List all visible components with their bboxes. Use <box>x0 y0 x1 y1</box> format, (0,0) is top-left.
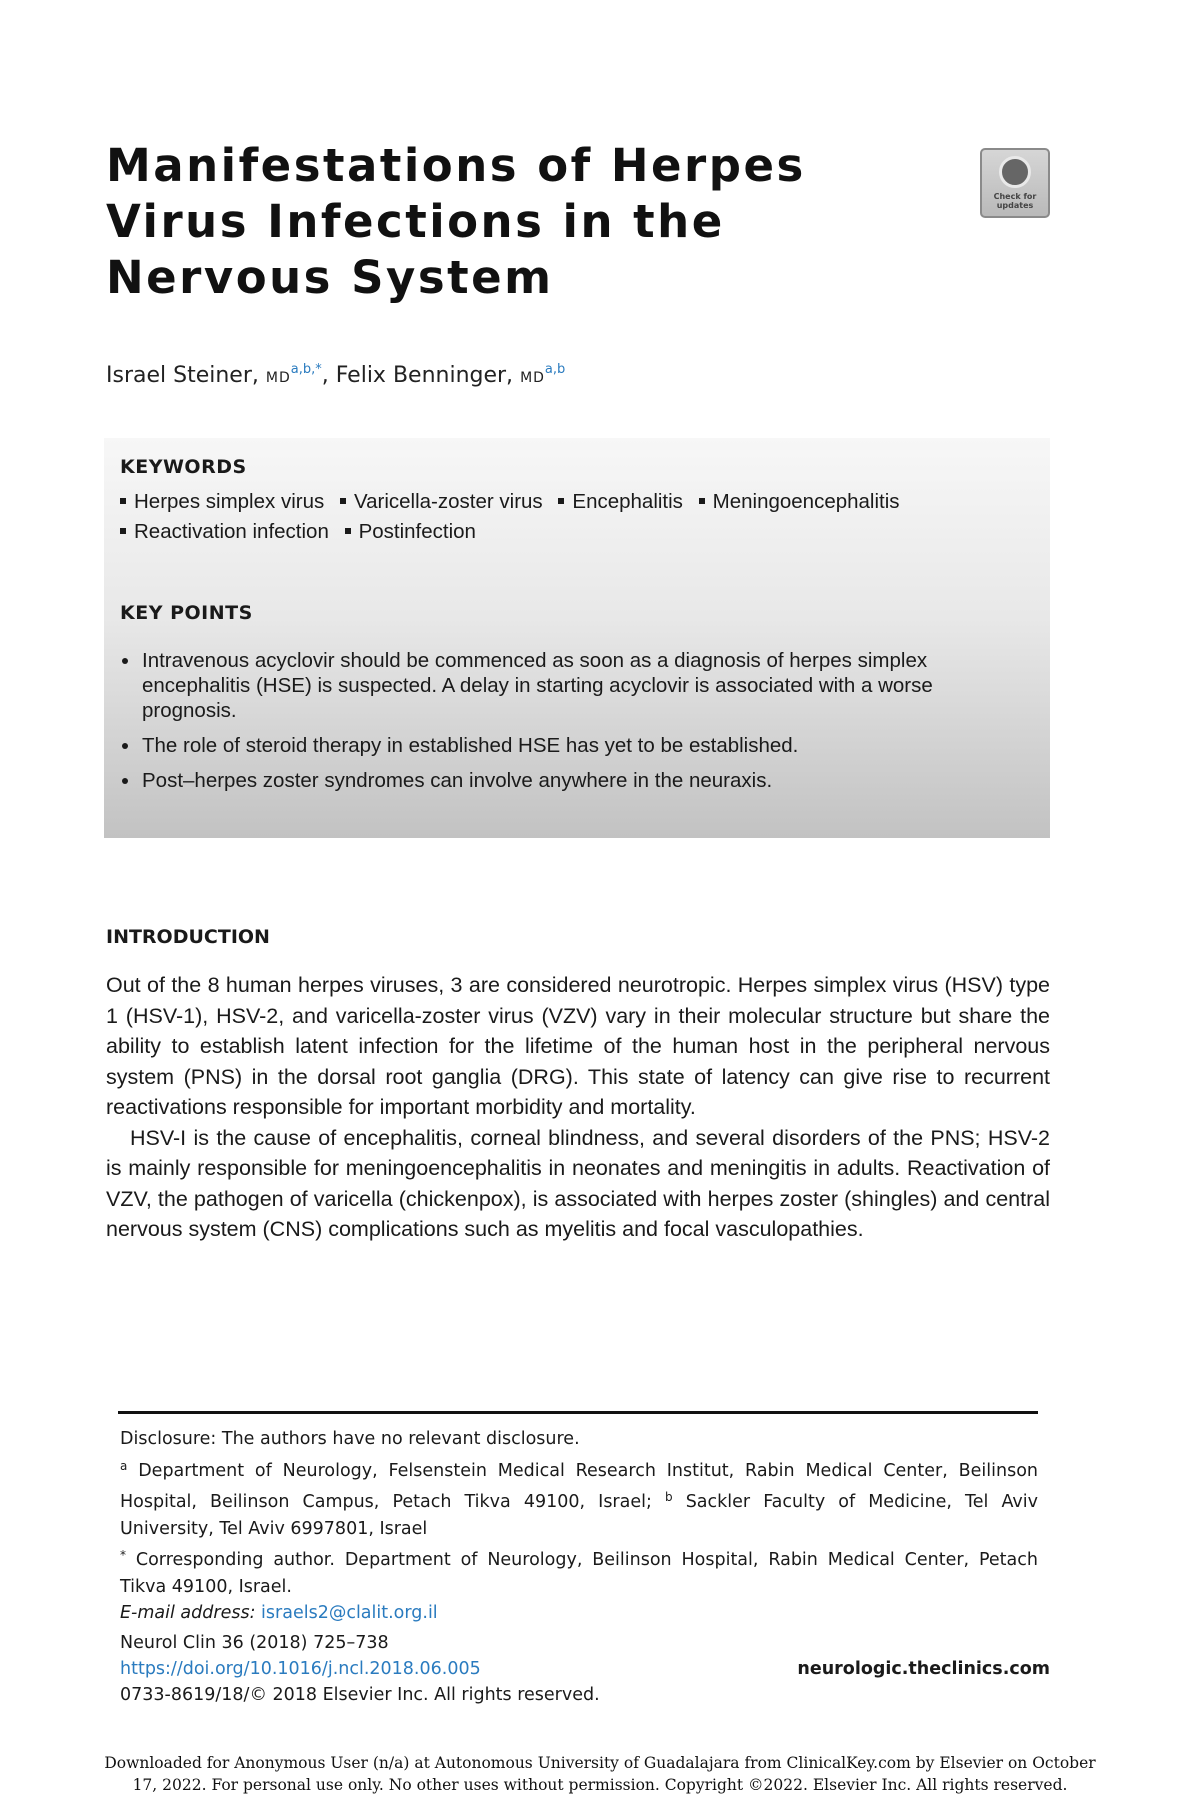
doi-link[interactable]: https://doi.org/10.1016/j.ncl.2018.06.005 <box>120 1659 481 1679</box>
affiliations-note <box>120 1453 1038 1543</box>
journal-reference: Neurol Clin 36 (2018) 725–738 <box>120 1633 389 1653</box>
author-degree: MD <box>520 370 545 386</box>
key-point-item <box>120 768 1020 793</box>
email-link[interactable]: israels2@clalit.org.il <box>261 1603 438 1623</box>
key-points-heading: KEY POINTS <box>120 602 253 624</box>
keywords-heading: KEYWORDS <box>120 456 247 478</box>
check-for-updates-label: Check for updates <box>993 192 1037 210</box>
keyword-item: Reactivation infection <box>134 520 329 543</box>
email-note <box>120 1600 1038 1627</box>
affiliation-b: Sackler Faculty of Medicine, Tel Aviv University, Tel Aviv 6997801, Israel <box>120 1492 1038 1539</box>
keywords-line <box>120 520 486 544</box>
bullet-square-icon <box>120 498 126 504</box>
keyword-item: Meningoencephalitis <box>712 490 900 513</box>
footnotes <box>120 1426 1038 1627</box>
author-affiliation-marks[interactable]: a,b,* <box>290 362 322 377</box>
body-paragraph: Out of the 8 human herpes viruses, 3 are considered neurotropic. Herpes simplex virus (HSV) type 1 (HSV-1), HSV-2, and varicella-zoster virus (VZV) vary in their molecular structure but share the ability to establish latent infection for the lifetime of the human host in the peripheral nervous system (PNS) in the dorsal root ganglia (DRG). This state of latency can give rise to recurrent reactivations responsible for important morbidity and mortality. <box>106 973 1050 1119</box>
copyright-line: 0733-8619/18/© 2018 Elsevier Inc. All rights reserved. <box>120 1685 600 1705</box>
journal-site[interactable]: neurologic.theclinics.com <box>797 1659 1050 1679</box>
key-point-text: Intravenous acyclovir should be commenced as soon as a diagnosis of herpes simplex encephalitis (HSE) is suspected. A delay in starting acyclovir is associated with a worse prognosis. <box>142 649 933 722</box>
check-for-updates-badge[interactable] <box>980 148 1050 218</box>
bullet-dot-icon <box>122 658 128 664</box>
corresponding-author-note <box>120 1542 1038 1600</box>
key-point-item <box>120 733 1020 758</box>
keywords-line <box>120 490 910 514</box>
bullet-dot-icon <box>122 743 128 749</box>
key-point-text: The role of steroid therapy in established HSE has yet to be established. <box>142 734 799 757</box>
bullet-square-icon <box>340 498 346 504</box>
keyword-item: Herpes simplex virus <box>134 490 325 513</box>
bullet-square-icon <box>558 498 564 504</box>
email-label: E-mail address: <box>120 1603 256 1623</box>
affiliation-mark: a <box>120 1458 128 1473</box>
disclosure-note: Disclosure: The authors have no relevant disclosure. <box>120 1429 580 1449</box>
affiliation-mark: b <box>664 1490 673 1504</box>
keyword-item: Encephalitis <box>572 490 683 513</box>
keyword-item: Postinfection <box>358 520 476 543</box>
keywords-keypoints-box <box>104 438 1050 838</box>
affiliation-a: Department of Neurology, Felsenstein Medical Research Institut, Rabin Medical Center, Beilinson Hospital, Beilinson Campus, Petach Tikva 49100, Israel; <box>120 1460 1038 1512</box>
footnote-divider <box>118 1411 1038 1414</box>
body-paragraph: HSV-I is the cause of encephalitis, corneal blindness, and several disorders of the PNS; HSV-2 is mainly responsible for meningoencephalitis in neonates and meningitis in adults. Reactivation of VZV, the pathogen of varicella (chickenpox), is associated with herpes zoster (shingles) and central nervous system (CNS) complications such as myelitis and focal vasculopathies. <box>106 1125 1050 1241</box>
citation-block <box>120 1630 1050 1708</box>
introduction-heading: INTRODUCTION <box>106 926 270 948</box>
key-points-list <box>120 648 1020 803</box>
key-point-item <box>120 648 1020 723</box>
corresponding-author-text: Corresponding author. Department of Neurology, Beilinson Hospital, Rabin Medical Center, Petach Tikva 49100, Israel. <box>120 1550 1038 1597</box>
introduction-body <box>106 970 1050 1245</box>
key-point-text: Post–herpes zoster syndromes can involve anywhere in the neuraxis. <box>142 769 773 792</box>
crossmark-icon <box>999 156 1031 188</box>
corresponding-mark: * <box>120 1548 126 1562</box>
bullet-dot-icon <box>122 778 128 784</box>
bullet-square-icon <box>345 528 351 534</box>
author-name: Israel Steiner, <box>106 363 259 388</box>
author-degree: MD <box>265 370 291 386</box>
author-affiliation-marks[interactable]: a,b <box>544 362 566 377</box>
bullet-square-icon <box>120 528 126 534</box>
keyword-item: Varicella-zoster virus <box>353 490 543 513</box>
author-list: Israel Steiner, $MD^{a,b,*}$, Felix Benninger, MD$^{a,b}$ <box>106 362 566 388</box>
article-title: Manifestations of Herpes Virus Infections in the Nervous System <box>106 139 806 304</box>
author-name: Felix Benninger, <box>335 363 514 388</box>
bullet-square-icon <box>699 498 705 504</box>
download-notice: Downloaded for Anonymous User (n/a) at Autonomous University of Guadalajara from ClinicalKey.com by Elsevier on October 17, 2022. For personal use only. No other uses without permission. Copyright ©2022. Elsevier Inc. All rights reserved. <box>104 1754 1096 1794</box>
